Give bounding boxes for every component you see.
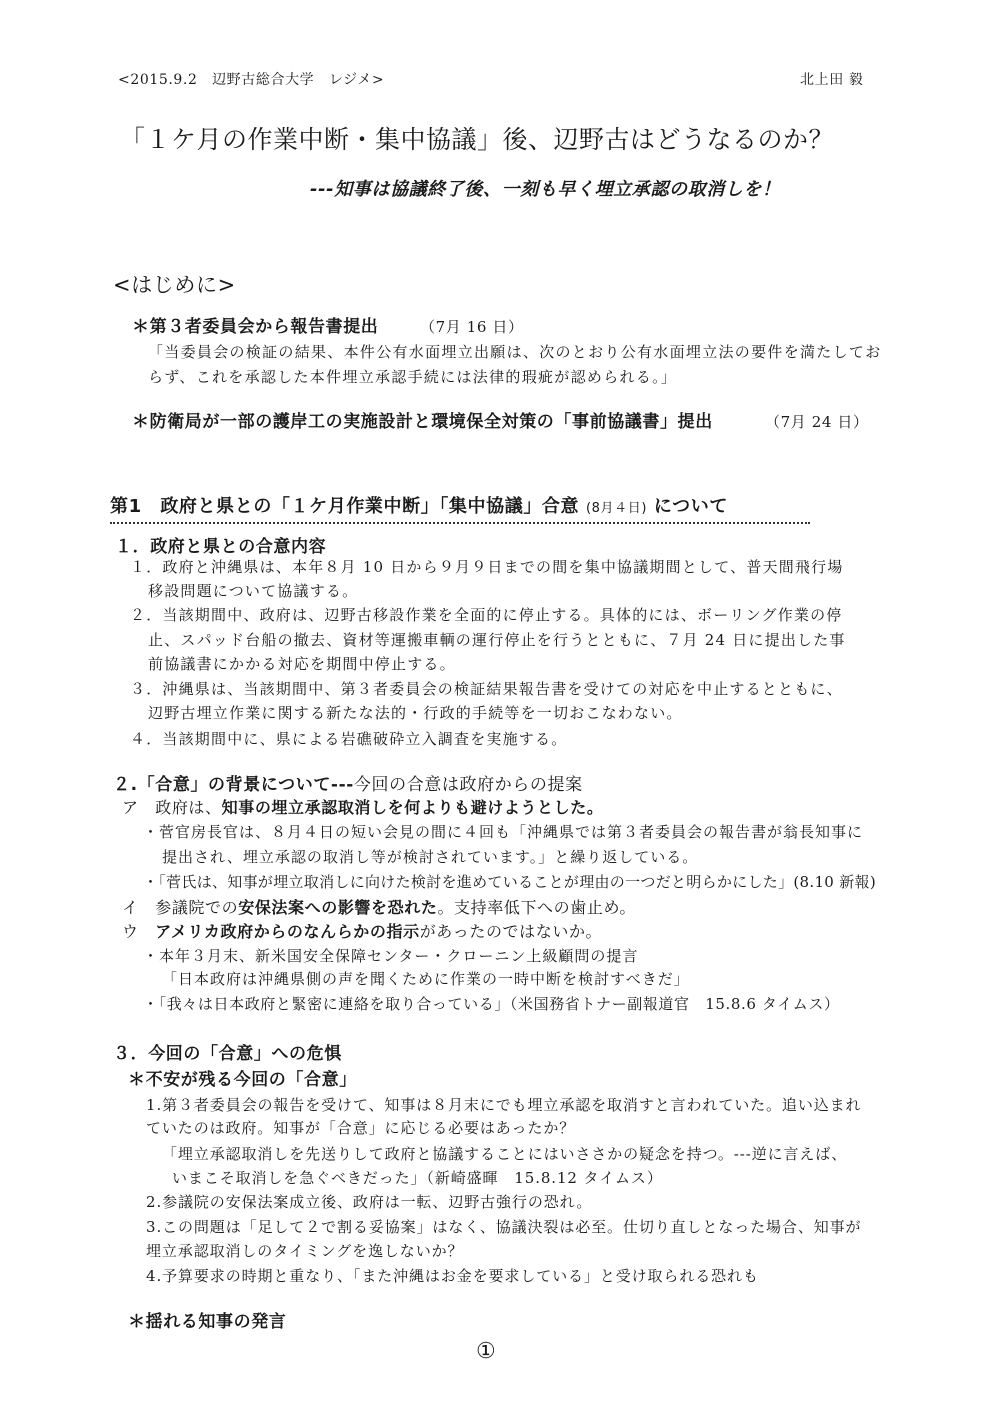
part2-line: 「日本政府は沖縄県側の声を聞くために作業の一時中断を検討すべきだ」 <box>162 970 690 988</box>
part2-heading-text: ２.「合意」の背景について--- <box>113 775 354 795</box>
part3-line: 埋立承認取消しのタイミングを逸しないか？ <box>146 1242 464 1260</box>
intro-item1-label: ＊第３者委員会から報告書提出 <box>132 317 379 337</box>
document-subtitle: ---知事は協議終了後、一刻も早く埋立承認の取消しを！ <box>310 179 781 200</box>
part2-heading-tail: 今回の合意は政府からの提案 <box>353 775 583 795</box>
header-date-course: <2015.9.2 辺野古総合大学 レジメ> <box>118 72 385 88</box>
part3-line: 3.この問題は「足して２で割る妥協案」はなく、協議決裂は必至。仕切り直しとなった場合、知事が <box>146 1218 862 1236</box>
part1-line: 前協議書にかかる対応を期間中停止する。 <box>148 655 456 673</box>
part2-line: ・本年３月末、新米国安全保障センター・クローニン上級顧問の提言 <box>143 947 639 965</box>
header-author: 北上田 毅 <box>800 72 864 88</box>
part3-line: 「埋立承認取消しを先送りして政府と協議することにはいささかの疑念を持つ。---逆に言えば、 <box>162 1145 848 1163</box>
item-mark: ア <box>122 798 139 817</box>
item-mark: ウ <box>122 922 139 941</box>
part2-item-u <box>122 922 602 942</box>
part1-line: １．政府と沖縄県は、本年８月 10 日から９月９日までの間を集中協議期間として、普天間飛行場 <box>130 558 844 576</box>
part2-line: ・「我々は日本政府と緊密に連絡を取り合っている」（米国務省トナー副報道官 15.8.6 タイムス） <box>143 995 840 1013</box>
section1-heading-text: 第1 政府と県との「１ケ月作業中断」「集中協議」合意 <box>110 496 580 517</box>
part1-line: ４．当該期間中に、県による岩礁破砕立入調査を実施する。 <box>130 730 568 748</box>
section1-heading-tail: について <box>653 496 728 517</box>
part1-line: ３．沖縄県は、当該期間中、第３者委員会の検証結果報告書を受けての対応を中止するとともに、 <box>130 680 843 698</box>
item-text: 。支持率低下への歯止め。 <box>437 898 636 917</box>
item-bold-text: 安保法案への影響を恐れた <box>238 898 438 917</box>
section1-heading-date: (8月４日) <box>586 501 648 516</box>
part3-sub2: ＊揺れる知事の発言 <box>128 1312 287 1332</box>
part3-line: ていたのは政府。知事が「合意」に応じる必要はあったか？ <box>146 1119 576 1137</box>
intro-quote-line: らず、これを承認した本件埋立承認手続には法律的瑕疵が認められる。」 <box>148 368 678 386</box>
part3-line: 4.予算要求の時期と重なり、「また沖縄はお金を要求している」と受け取られる恐れも <box>146 1267 759 1285</box>
item-text: 参議院での <box>155 898 239 917</box>
part2-item-i <box>122 898 636 918</box>
part3-heading: ３．今回の「合意」への危惧 <box>113 1044 342 1064</box>
item-text: があったのではないか。 <box>419 922 603 941</box>
intro-quote-line: 「当委員会の検証の結果、本件公有水面埋立出願は、次のとおり公有水面埋立法の要件を満たしてお <box>148 343 882 361</box>
section1-heading <box>110 495 810 524</box>
item-text: 政府は、 <box>155 798 222 817</box>
part1-line: 辺野古埋立作業に関する新たな法的・行政的手続等を一切おこなわない。 <box>148 704 683 722</box>
part3-line: 2.参議院の安保法案成立後、政府は一転、辺野古強行の恐れ。 <box>146 1193 593 1211</box>
intro-item1-date: （7月 16 日） <box>420 318 524 336</box>
part2-line: 提出され、埋立承認の取消し等が検討されています。」と繰り返している。 <box>162 848 699 866</box>
intro-item2-date: （7月 24 日） <box>765 413 869 431</box>
part1-line: 止、スパッド台船の撤去、資材等運搬車輌の運行停止を行うとともに、７月 24 日に提出した事 <box>148 631 846 649</box>
part3-sub1: ＊不安が残る今回の「合意」 <box>128 1070 357 1090</box>
part3-line: いまこそ取消しを急ぐべきだった」（新崎盛暉 15.8.12 タイムス） <box>172 1169 663 1187</box>
intro-heading: <はじめに> <box>113 273 236 297</box>
document-title: 「１ケ月の作業中断・集中協議」後、辺野古はどうなるのか？ <box>120 125 835 154</box>
part3-line: 1.第３者委員会の報告を受けて、知事は８月末にでも埋立承認を取消すと言われていた。追い込まれ <box>146 1096 862 1114</box>
part1-heading: １．政府と県との合意内容 <box>115 537 327 557</box>
item-bold-text: 知事の埋立承認取消しを何よりも避けようとした。 <box>221 798 604 817</box>
item-bold-text: アメリカ政府からのなんらかの指示 <box>155 922 420 941</box>
part1-line: ２．当該期間中、政府は、辺野古移設作業を全面的に停止する。具体的には、ボーリング作業の停 <box>130 606 843 624</box>
part2-line: ・菅官房長官は、８月４日の短い会見の間に４回も「沖縄県では第３者委員会の報告書が翁長知事に <box>143 823 864 841</box>
part2-line: ・「菅氏は、知事が埋立取消しに向けた検討を進めていることが理由の一つだと明らかにした」(8.10 新報) <box>143 873 876 891</box>
page-number: ① <box>476 1339 497 1364</box>
item-mark: イ <box>122 898 139 917</box>
part2-heading <box>113 774 583 796</box>
part1-line: 移設問題について協議する。 <box>148 582 359 600</box>
part2-item-a <box>122 798 603 818</box>
intro-item2-label: ＊防衛局が一部の護岸工の実施設計と環境保全対策の「事前協議書」提出 <box>132 412 713 432</box>
